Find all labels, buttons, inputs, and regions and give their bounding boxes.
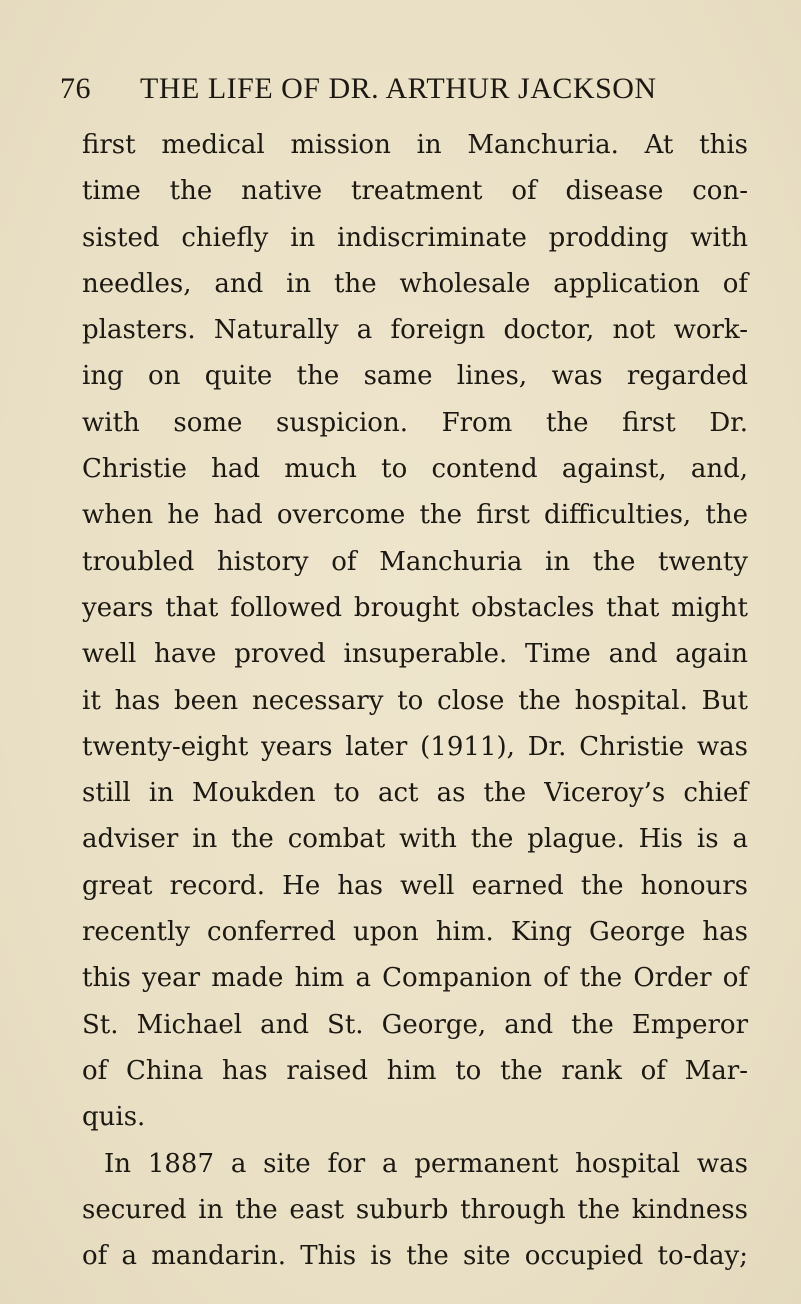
paragraph-start-line: In 1887 a site for a permanent hospital was [104, 1148, 748, 1179]
page-header [60, 64, 750, 114]
text-line: when he had overcome the first difficulties, the [82, 500, 748, 531]
text-line: time the native treatment of disease con- [82, 176, 748, 207]
text-line: needles, and in the wholesale application of [82, 268, 748, 299]
text-line: with some suspicion. From the first Dr. [82, 407, 748, 438]
text-line: this year made him a Companion of the Order of [82, 963, 748, 994]
text-line: plasters. Naturally a foreign doctor, not work- [82, 315, 748, 346]
text-line: sisted chiefly in indiscriminate prodding with [82, 222, 748, 253]
text-line: recently conferred upon him. King George has [82, 917, 748, 948]
body-text [82, 122, 748, 1279]
text-line: twenty-eight years later (1911), Dr. Christie was [82, 731, 748, 762]
paragraph-end-line: quis. [82, 1102, 146, 1133]
text-line: still in Moukden to act as the Viceroy’s chief [82, 778, 748, 809]
text-line: first medical mission in Manchuria. At this [82, 130, 748, 160]
text-line: ing on quite the same lines, was regarded [82, 361, 748, 392]
text-line: troubled history of Manchuria in the twenty [82, 546, 748, 577]
text-line: of China has raised him to the rank of Mar- [82, 1055, 748, 1086]
text-line: secured in the east suburb through the kindness [82, 1194, 748, 1225]
text-line: St. Michael and St. George, and the Emperor [82, 1009, 748, 1040]
text-line: of a mandarin. This is the site occupied to-day; [82, 1241, 748, 1272]
running-head: THE LIFE OF DR. ARTHUR JACKSON [140, 72, 657, 105]
page-number: 76 [60, 72, 91, 105]
text-line: Christie had much to contend against, and, [82, 454, 748, 485]
text-line: great record. He has well earned the honours [82, 870, 748, 901]
text-line: years that followed brought obstacles that might [82, 592, 748, 623]
text-line: it has been necessary to close the hospital. But [82, 685, 748, 716]
text-line: adviser in the combat with the plague. His is a [82, 824, 748, 855]
text-line: well have proved insuperable. Time and again [82, 639, 748, 670]
